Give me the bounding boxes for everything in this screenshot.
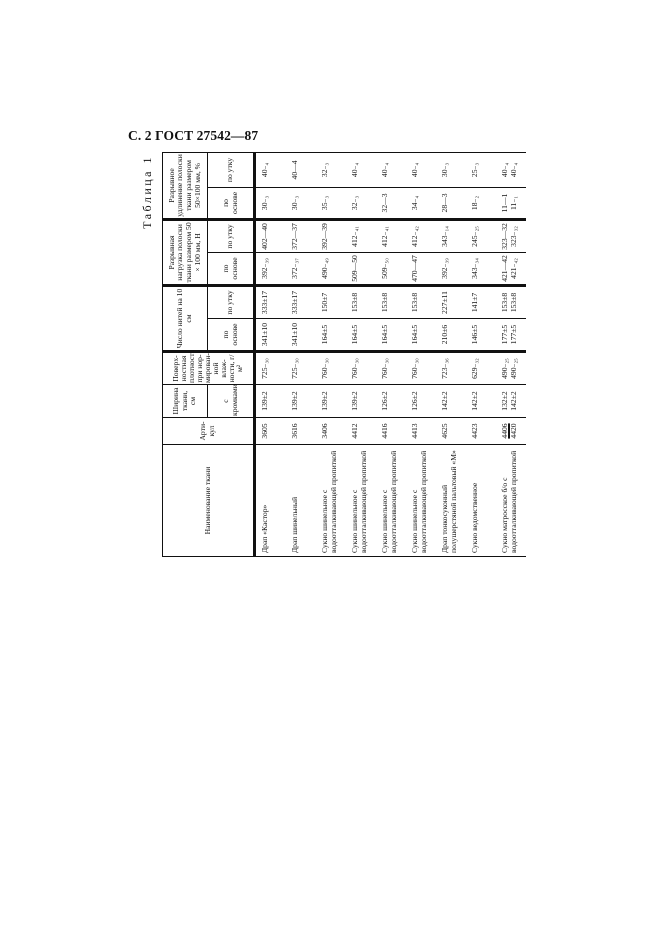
cell-elong-utok xyxy=(316,152,346,187)
cell-value: 30₋₃ xyxy=(290,195,299,211)
header-threads: Число нитей на 10 см xyxy=(163,285,208,351)
cell-threads-utok xyxy=(376,285,406,318)
header-load-utok: по утку xyxy=(208,219,255,252)
cell-value: 490₋₂₅ xyxy=(509,358,519,379)
cell-width xyxy=(406,385,436,418)
cell-value: 227±11 xyxy=(440,291,449,314)
cell-elong-osnova xyxy=(286,187,316,219)
cell-value: 4420 xyxy=(509,423,519,439)
cell-threads-osnova xyxy=(286,319,316,352)
table-row xyxy=(255,152,287,556)
cell-value: 139±2 xyxy=(290,391,299,411)
cell-elong-osnova xyxy=(436,187,466,219)
cell-value: 421₋₄₂ xyxy=(509,258,519,279)
cell-threads-utok xyxy=(255,285,287,318)
header-elong-osnova: по основе xyxy=(208,187,255,219)
cell-density xyxy=(255,352,287,385)
cell-elong-osnova xyxy=(496,187,526,219)
cell-load-osnova xyxy=(406,252,436,285)
cell-threads-utok xyxy=(466,285,496,318)
cell-value: 18₋₂ xyxy=(470,195,479,211)
header-load: Разрывная нагрузка полоски ткани размером 50 × 100 мм, Н xyxy=(163,219,208,285)
cell-load-utok xyxy=(286,219,316,252)
table-row xyxy=(466,152,496,556)
cell-threads-utok xyxy=(346,285,376,318)
cell-load-osnova xyxy=(466,252,496,285)
cell-elong-osnova xyxy=(406,187,436,219)
cell-value: 126±2 xyxy=(410,391,419,411)
cell-value: 35₋₃ xyxy=(320,195,329,211)
cell-load-osnova xyxy=(436,252,466,285)
cell-value: 490₋₄₉ xyxy=(320,258,329,279)
cell-value: 3605 xyxy=(260,423,269,439)
cell-value: 40₋₄ xyxy=(260,162,269,178)
cell-artikul xyxy=(376,418,406,445)
cell-value: 4412 xyxy=(350,423,359,439)
cell-value: 490₋₂₅ xyxy=(500,358,509,379)
cell-value: 470—47 xyxy=(410,255,419,282)
cell-artikul xyxy=(286,418,316,445)
cell-value: 32₋₃ xyxy=(350,195,359,211)
cell-load-utok xyxy=(496,219,526,252)
cell-value: 164±5 xyxy=(320,324,329,345)
fabric-name: Драп «Кастор» xyxy=(255,445,287,557)
cell-elong-utok xyxy=(406,152,436,187)
cell-threads-osnova xyxy=(466,319,496,352)
cell-value: 725₋₃₀ xyxy=(260,358,269,379)
header-width-sub: с кромками xyxy=(208,385,255,418)
cell-value: 34₋₄ xyxy=(410,195,419,211)
fabric-properties-table xyxy=(162,152,526,557)
cell-width xyxy=(466,385,496,418)
cell-value: 333±17 xyxy=(260,290,269,315)
cell-value: 40₋₄ xyxy=(500,162,509,178)
fabric-name: Драп шинельный xyxy=(286,445,316,557)
cell-value: 142±2 xyxy=(509,391,519,411)
cell-threads-utok xyxy=(496,285,526,318)
table-row xyxy=(496,152,526,556)
cell-elong-utok xyxy=(255,152,287,187)
cell-value: 392₋₃₉ xyxy=(260,258,269,279)
header-elong-utok: по утку xyxy=(208,152,255,187)
cell-value: 412₋₄₂ xyxy=(410,226,419,247)
cell-width xyxy=(286,385,316,418)
cell-elong-osnova xyxy=(316,187,346,219)
cell-value: 509—50 xyxy=(350,255,359,282)
cell-elong-osnova xyxy=(346,187,376,219)
cell-value: 760₋₃₀ xyxy=(410,358,419,379)
cell-value: 323—32 xyxy=(500,223,509,250)
cell-elong-osnova xyxy=(255,187,287,219)
cell-value: 412₋₄₁ xyxy=(380,226,389,247)
cell-elong-utok xyxy=(286,152,316,187)
page-header: С. 2 ГОСТ 27542—87 xyxy=(128,128,259,143)
cell-value: 28—3 xyxy=(440,193,449,213)
cell-value: 509₋₅₀ xyxy=(380,258,389,279)
cell-value: 164±5 xyxy=(350,324,359,345)
cell-artikul xyxy=(436,418,466,445)
cell-width xyxy=(255,385,287,418)
cell-density xyxy=(376,352,406,385)
table-row xyxy=(346,152,376,556)
cell-value: 323₋₃₂ xyxy=(509,226,519,247)
cell-elong-utok xyxy=(466,152,496,187)
cell-value: 32₋₃ xyxy=(320,162,329,178)
cell-threads-utok xyxy=(406,285,436,318)
header-threads-osnova: по основе xyxy=(208,319,255,352)
cell-value: 372—37 xyxy=(290,223,299,250)
cell-load-utok xyxy=(406,219,436,252)
cell-value: 343₋₃₄ xyxy=(470,258,479,279)
fabric-name: Сукно шинельное с водоотталкивающей пропиткой xyxy=(376,445,406,557)
cell-density xyxy=(466,352,496,385)
cell-threads-osnova xyxy=(346,319,376,352)
cell-value: 30₋₃ xyxy=(440,162,449,178)
cell-value: 153±8 xyxy=(410,292,419,313)
cell-density xyxy=(286,352,316,385)
cell-width xyxy=(346,385,376,418)
fabric-name: Сукно матросское б/о с водоотталкивающей пропиткой xyxy=(496,445,526,557)
fabric-name: Сукно шинельное с водоотталкивающей пропиткой xyxy=(316,445,346,557)
table-row xyxy=(286,152,316,556)
cell-value: 760₋₃₀ xyxy=(320,358,329,379)
cell-load-utok xyxy=(346,219,376,252)
cell-density xyxy=(406,352,436,385)
cell-value: 392—39 xyxy=(320,223,329,250)
cell-load-utok xyxy=(466,219,496,252)
cell-load-osnova xyxy=(496,252,526,285)
cell-load-utok xyxy=(316,219,346,252)
cell-load-utok xyxy=(436,219,466,252)
cell-value: 4413 xyxy=(410,423,419,439)
rotated-table-container xyxy=(140,153,519,557)
cell-value: 153±8 xyxy=(350,292,359,313)
cell-value: 3616 xyxy=(290,423,299,439)
cell-value: 421—42 xyxy=(500,255,509,282)
cell-value: 4416 xyxy=(380,423,389,439)
cell-artikul xyxy=(496,418,526,445)
cell-artikul xyxy=(316,418,346,445)
table-caption: Таблица 1 xyxy=(140,155,154,229)
cell-threads-osnova xyxy=(406,319,436,352)
cell-artikul xyxy=(255,418,287,445)
table-row xyxy=(376,152,406,556)
header-artikul: Арти-кул xyxy=(163,418,255,445)
cell-value: 412₋₄₁ xyxy=(350,226,359,247)
cell-value: 341±10 xyxy=(260,322,269,347)
cell-value: 40—4 xyxy=(290,160,299,180)
header-name: Наименование ткани xyxy=(163,445,255,557)
cell-value: 132±2 xyxy=(500,391,509,411)
cell-value: 210±6 xyxy=(440,324,449,345)
cell-density xyxy=(436,352,466,385)
cell-value: 343₋₁₄ xyxy=(440,226,449,247)
cell-value: 142±2 xyxy=(470,391,479,411)
cell-value: 392₋₃₉ xyxy=(440,258,449,279)
header-density: Поверх-ностная плотность при нор-мирован-ной влаж-ности, г/м² xyxy=(163,352,255,385)
cell-value: 177±5 xyxy=(500,324,509,345)
cell-value: 141±7 xyxy=(470,292,479,313)
cell-value: 40₋₄ xyxy=(410,162,419,178)
cell-value: 402—40 xyxy=(260,223,269,250)
fabric-name: Драп тонкосуконный полушерстяной пальтовый «М» xyxy=(436,445,466,557)
cell-value: 372₋₃₇ xyxy=(290,258,299,279)
cell-value: 139±2 xyxy=(350,391,359,411)
cell-value: 142±2 xyxy=(440,391,449,411)
header-load-osnova: по основе xyxy=(208,252,255,285)
cell-value: 30₋₃ xyxy=(260,195,269,211)
cell-width xyxy=(436,385,466,418)
cell-value: 341±10 xyxy=(290,322,299,347)
cell-threads-osnova xyxy=(376,319,406,352)
cell-value: 153±8 xyxy=(380,292,389,313)
cell-density xyxy=(316,352,346,385)
cell-density xyxy=(496,352,526,385)
header-threads-utok: по утку xyxy=(208,285,255,318)
table-row xyxy=(406,152,436,556)
cell-threads-utok xyxy=(436,285,466,318)
cell-threads-osnova xyxy=(496,319,526,352)
header-elongation: Разрывное удлинение полоски ткани размером 50×100 мм, % xyxy=(163,152,208,219)
cell-load-osnova xyxy=(255,252,287,285)
header-width: Ширина ткани, см xyxy=(163,385,208,418)
cell-threads-utok xyxy=(286,285,316,318)
fabric-name: Сукно ведомственное xyxy=(466,445,496,557)
table-body xyxy=(255,152,527,556)
cell-value: 153±8 xyxy=(500,292,509,313)
cell-value: 32—3 xyxy=(380,193,389,213)
cell-elong-utok xyxy=(496,152,526,187)
cell-value: 25₋₃ xyxy=(470,162,479,178)
cell-threads-osnova xyxy=(316,319,346,352)
cell-value: 3406 xyxy=(320,423,329,439)
cell-load-osnova xyxy=(346,252,376,285)
cell-value: 177±5 xyxy=(509,324,519,345)
cell-value: 139±2 xyxy=(320,391,329,411)
cell-value: 150±7 xyxy=(320,292,329,313)
cell-load-osnova xyxy=(316,252,346,285)
cell-width xyxy=(316,385,346,418)
cell-value: 4625 xyxy=(440,423,449,439)
cell-value: 760₋₃₀ xyxy=(380,358,389,379)
cell-value: 629₋₃₂ xyxy=(470,358,479,379)
table-row xyxy=(436,152,466,556)
cell-threads-utok xyxy=(316,285,346,318)
cell-elong-osnova xyxy=(376,187,406,219)
cell-elong-utok xyxy=(346,152,376,187)
cell-value: 725₋₃₀ xyxy=(290,358,299,379)
cell-value: 723₋₃₆ xyxy=(440,358,449,379)
fabric-name: Сукно шинельное с водоотталкивающей пропиткой xyxy=(346,445,376,557)
cell-value: 333±17 xyxy=(290,290,299,315)
cell-elong-utok xyxy=(436,152,466,187)
cell-value: 164±5 xyxy=(410,324,419,345)
cell-load-utok xyxy=(376,219,406,252)
cell-value: 153±8 xyxy=(509,292,519,313)
cell-value: 126±2 xyxy=(380,391,389,411)
cell-value: 11₋₁ xyxy=(509,195,519,210)
cell-width xyxy=(376,385,406,418)
cell-artikul xyxy=(346,418,376,445)
cell-value: 245₋₂₅ xyxy=(470,226,479,247)
cell-value: 4423 xyxy=(470,423,479,439)
cell-density xyxy=(346,352,376,385)
cell-artikul xyxy=(406,418,436,445)
cell-value: 146±5 xyxy=(470,324,479,345)
cell-elong-utok xyxy=(376,152,406,187)
cell-threads-osnova xyxy=(255,319,287,352)
cell-value: 40₋₄ xyxy=(350,162,359,178)
cell-load-osnova xyxy=(376,252,406,285)
cell-artikul xyxy=(466,418,496,445)
table-row xyxy=(316,152,346,556)
fabric-name: Сукно шинельное с водоотталкивающей пропиткой xyxy=(406,445,436,557)
cell-value: 40₋₄ xyxy=(509,162,519,178)
cell-load-osnova xyxy=(286,252,316,285)
cell-width xyxy=(496,385,526,418)
cell-load-utok xyxy=(255,219,287,252)
cell-value: 139±2 xyxy=(260,391,269,411)
cell-value: 164±5 xyxy=(380,324,389,345)
cell-value: 760₋₃₀ xyxy=(350,358,359,379)
cell-value: 40₋₄ xyxy=(380,162,389,178)
cell-threads-osnova xyxy=(436,319,466,352)
cell-value: 4406 xyxy=(500,423,509,439)
cell-value: 11—1 xyxy=(500,193,509,213)
cell-elong-osnova xyxy=(466,187,496,219)
